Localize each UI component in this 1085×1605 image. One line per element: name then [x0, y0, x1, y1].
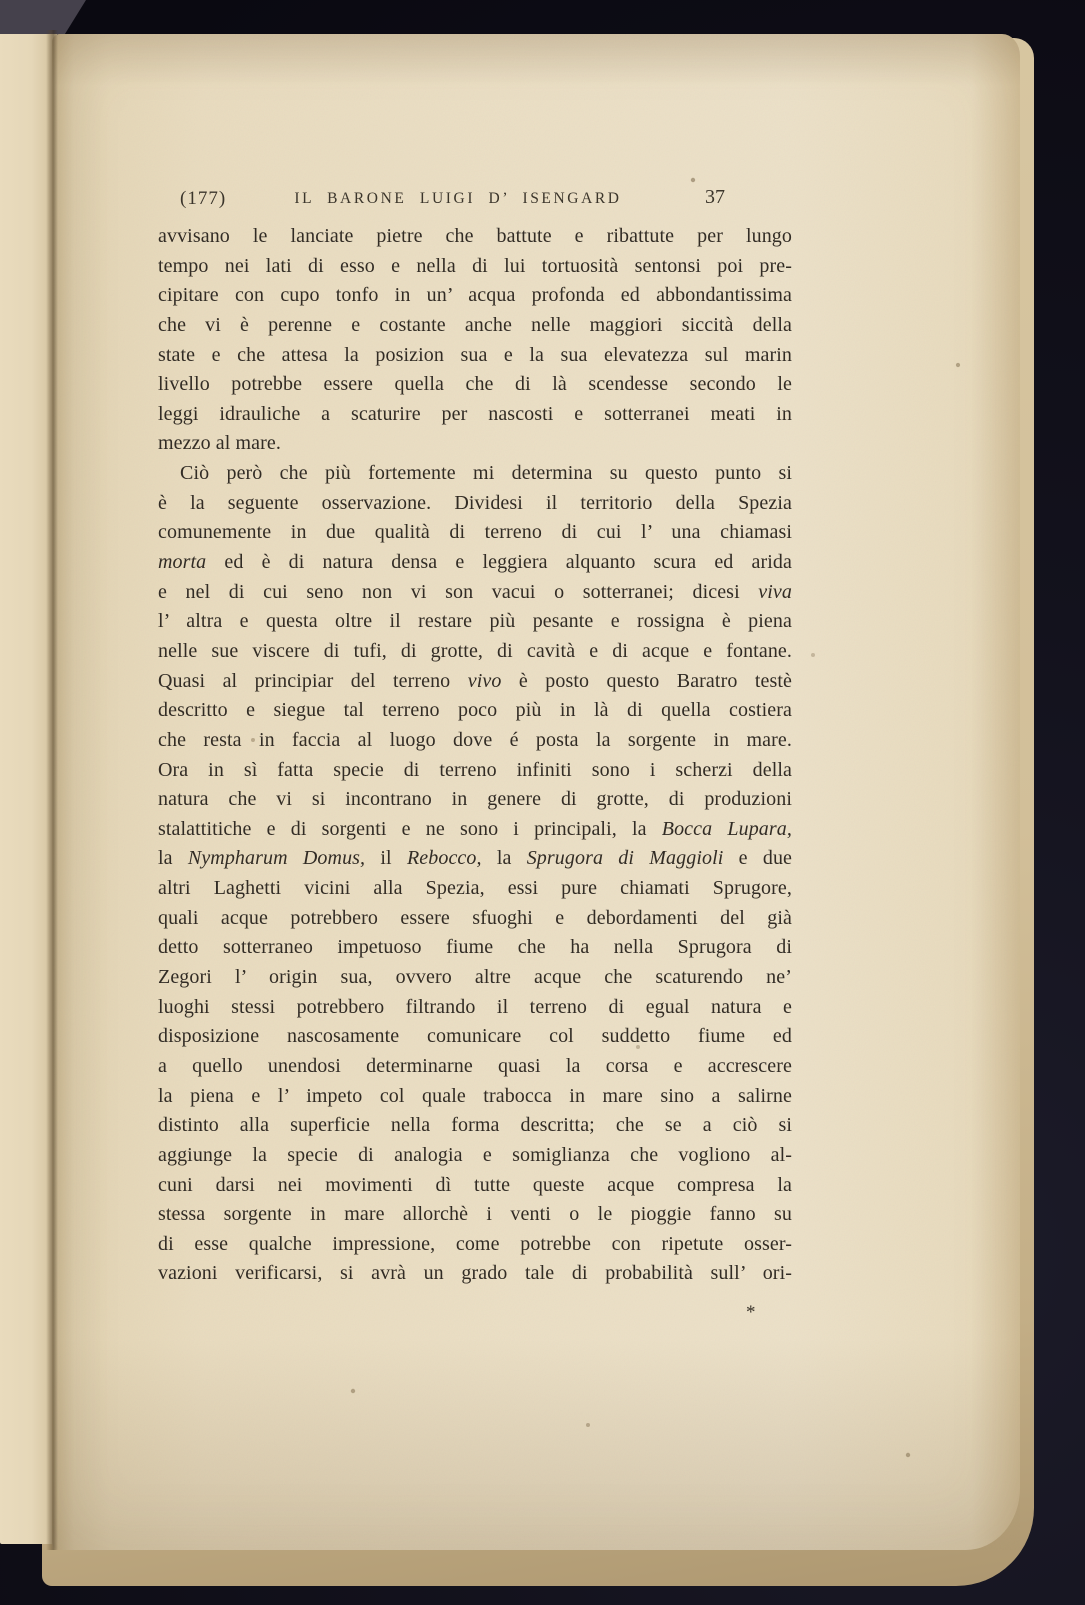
text-line: Zegori l’ origin sua, ovvero altre acque che scaturendo ne’ — [158, 966, 792, 989]
text-line: Ora in sì fatta specie di terreno infiniti sono i scherzi della — [158, 758, 792, 781]
text-line: tempo nei lati di esso e nella di lui tortuosità sentonsi poi pre- — [158, 254, 792, 277]
text-line: stessa sorgente in mare allorchè i venti o le pioggie fanno su — [158, 1203, 792, 1226]
text-line: e nel di cui seno non vi son vacui o sotterranei; dicesi viva — [158, 580, 792, 603]
book-gutter-crease — [46, 30, 58, 1550]
text-line: mezzo al mare. — [158, 432, 281, 455]
text-line: morta ed è di natura densa e leggiera alquanto scura ed arida — [158, 551, 792, 574]
text-line: che vi è perenne e costante anche nelle maggiori siccità della — [158, 313, 792, 336]
text-line: cipitare con cupo tonfo in un’ acqua profonda ed abbondantissima — [158, 284, 792, 307]
text-line: stalattitiche e di sorgenti e ne sono i principali, la Bocca Lupara, — [158, 817, 792, 840]
text-line: comunemente in due qualità di terreno di cui l’ una chiamasi — [158, 521, 792, 544]
text-line: detto sotterraneo impetuoso fiume che ha nella Sprugora di — [158, 936, 792, 959]
text-line: è la seguente osservazione. Dividesi il territorio della Spezia — [158, 491, 792, 514]
page-number: 37 — [705, 186, 725, 208]
text-line: Ciò però che più fortemente mi determina su questo punto si — [180, 462, 792, 485]
text-line: descritto e siegue tal terreno poco più in là di quella costiera — [158, 699, 792, 722]
italic-term: Rebocco, — [406, 847, 482, 870]
page-header — [52, 186, 1020, 214]
text-line: leggi idrauliche a scaturire per nascosti e sotterranei meati in — [158, 402, 792, 425]
text-line: vazioni verificarsi, si avrà un grado tale di probabilità sull’ ori- — [158, 1262, 792, 1285]
italic-term: vivo — [467, 669, 502, 692]
signature-mark: * — [746, 1302, 756, 1323]
italic-term: Sprugora di Maggioli — [526, 847, 724, 870]
italic-term: Nympharum Domus, — [187, 847, 366, 870]
text-line: distinto alla superficie nella forma descritta; che se a ciò si — [158, 1114, 792, 1137]
text-line: luoghi stessi potrebbero filtrando il terreno di egual natura e — [158, 995, 792, 1018]
body-text — [158, 222, 792, 1289]
text-line: che resta in faccia al luogo dove é posta la sorgente in mare. — [158, 728, 792, 751]
text-line: la Nympharum Domus, il Rebocco, la Sprugora di Maggioli e due — [158, 847, 793, 870]
text-line: cuni darsi nei movimenti dì tutte queste acque compresa la — [158, 1173, 792, 1196]
italic-term: Bocca Lupara, — [661, 817, 792, 840]
text-line: state e che attesa la posizion sua e la sua elevatezza sul marin — [158, 343, 792, 366]
book-page — [52, 34, 1020, 1550]
text-line: quali acque potrebbero essere sfuoghi e debordamenti del già — [158, 906, 792, 929]
text-line: di esse qualche impressione, come potrebbe con ripetute osser- — [158, 1232, 792, 1255]
running-title: IL BARONE LUIGI D’ ISENGARD — [294, 190, 622, 207]
text-line: nelle sue viscere di tufi, di grotte, di cavità e di acque e fontane. — [158, 639, 792, 662]
text-line: la piena e l’ impeto col quale trabocca in mare sino a salirne — [158, 1084, 792, 1107]
text-line: livello potrebbe essere quella che di là scendesse secondo le — [158, 373, 792, 396]
text-line: aggiunge la specie di analogia e somiglianza che vogliono al- — [158, 1143, 792, 1166]
text-line: natura che vi si incontrano in genere di grotte, di produzioni — [158, 788, 792, 811]
signature-number: (177) — [180, 188, 227, 209]
italic-term: viva — [758, 580, 792, 603]
text-line: disposizione nascosamente comunicare col suddetto fiume ed — [158, 1025, 792, 1048]
text-line: Quasi al principiar del terreno vivo è posto questo Baratro testè — [158, 669, 792, 692]
text-line: a quello unendosi determinarne quasi la corsa e accrescere — [158, 1054, 792, 1077]
text-line: altri Laghetti vicini alla Spezia, essi pure chiamati Sprugore, — [158, 877, 792, 900]
italic-term: morta — [158, 551, 207, 574]
text-line: l’ altra e questa oltre il restare più pesante e rossigna è piena — [158, 610, 792, 633]
text-line: avvisano le lanciate pietre che battute e ribattute per lungo — [158, 225, 792, 247]
